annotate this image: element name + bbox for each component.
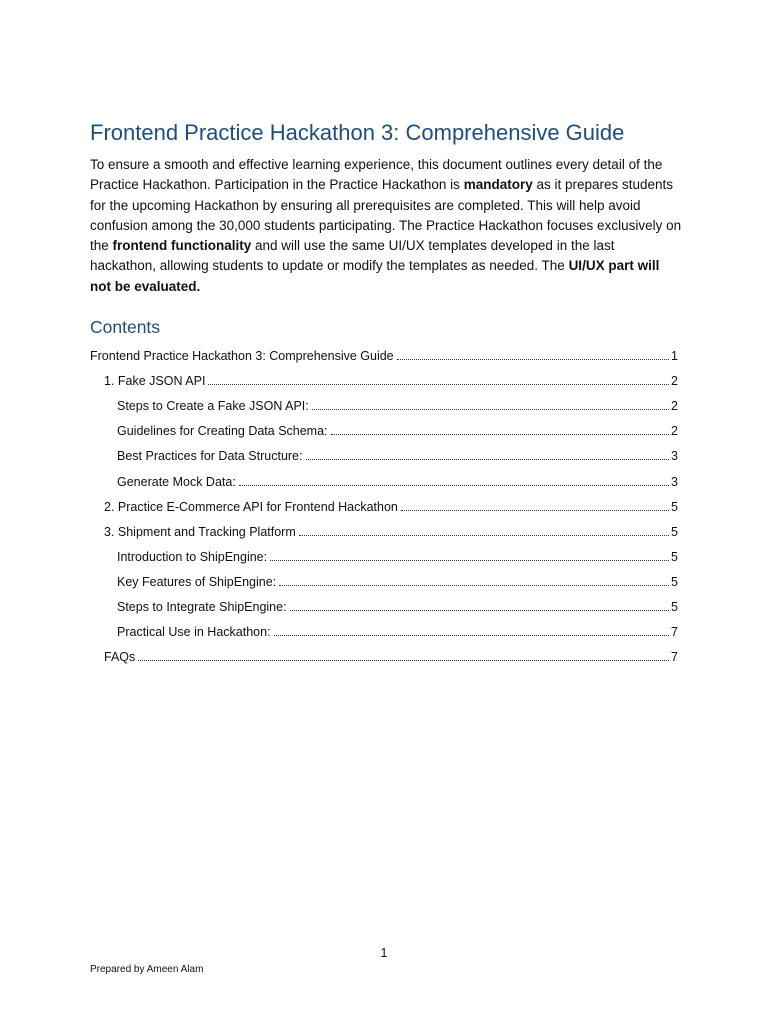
- contents-heading: Contents: [90, 317, 161, 337]
- toc-entry-best-practices[interactable]: [90, 440, 678, 465]
- toc-entry-text: 1. Fake JSON API: [104, 374, 206, 389]
- toc-entry-text: Key Features of ShipEngine:: [117, 574, 277, 589]
- toc-dot-leader: [290, 610, 669, 611]
- toc-entry-text: Steps to Create a Fake JSON API:: [117, 399, 309, 414]
- toc-entry-text: 3. Shipment and Tracking Platform: [104, 524, 296, 539]
- footer-prepared-by: Prepared by Ameen Alam: [90, 964, 204, 975]
- page-number: 1: [380, 946, 388, 960]
- toc-dot-leader: [397, 359, 669, 360]
- toc-dot-leader: [208, 384, 669, 385]
- toc-page-number: 5: [671, 499, 678, 514]
- toc-dot-leader: [312, 409, 669, 410]
- toc-entry-text: Generate Mock Data:: [117, 474, 236, 489]
- toc-page-number: 5: [671, 524, 678, 539]
- toc-page-number: 2: [671, 374, 678, 389]
- toc-entry-fake-json-api[interactable]: [90, 365, 678, 390]
- toc-page-number: 7: [671, 650, 678, 665]
- toc-dot-leader: [138, 660, 669, 661]
- toc-entry-practical-use[interactable]: [90, 616, 678, 641]
- toc-entry-text: Practical Use in Hackathon:: [117, 625, 271, 640]
- toc-entry-steps-fake-json[interactable]: [90, 390, 678, 415]
- intro-text-3: and will use the same UI/UX templates developed in the last hackathon, allowing students to update or modify the templates as needed. The: [90, 238, 615, 274]
- toc-entry-ecommerce-api[interactable]: [90, 491, 678, 516]
- toc-page-number: 5: [671, 600, 678, 615]
- toc-entry-text: FAQs: [104, 650, 136, 665]
- toc-page-number: 3: [671, 449, 678, 464]
- toc-dot-leader: [306, 459, 670, 460]
- toc-page-number: 2: [671, 424, 678, 439]
- toc-dot-leader: [270, 560, 669, 561]
- toc-dot-leader: [401, 510, 669, 511]
- toc-page-number: 5: [671, 574, 678, 589]
- toc-entry-text: Steps to Integrate ShipEngine:: [117, 600, 287, 615]
- toc-dot-leader: [331, 434, 670, 435]
- toc-page-number: 3: [671, 474, 678, 489]
- document-title: Frontend Practice Hackathon 3: Comprehensive Guide: [90, 120, 625, 145]
- toc-entry-guide[interactable]: [90, 340, 678, 365]
- toc-entry-shipment-tracking[interactable]: [90, 516, 678, 541]
- toc-entry-text: Introduction to ShipEngine:: [117, 549, 268, 564]
- intro-paragraph: [90, 155, 682, 297]
- toc-dot-leader: [274, 635, 670, 636]
- toc-entry-text: Frontend Practice Hackathon 3: Comprehensive Guide: [90, 349, 394, 364]
- toc-entry-key-features[interactable]: [90, 566, 678, 591]
- toc-page-number: 1: [671, 349, 678, 364]
- intro-bold-uiux: UI/UX part will not be evaluated.: [90, 258, 660, 294]
- toc-entry-intro-shipengine[interactable]: [90, 541, 678, 566]
- toc-entry-text: Best Practices for Data Structure:: [117, 449, 303, 464]
- toc-dot-leader: [299, 535, 669, 536]
- toc-entry-faqs[interactable]: [90, 641, 678, 666]
- table-of-contents: [90, 340, 678, 666]
- intro-text-2: as it prepares students for the upcoming Hackathon by ensuring all prerequisites are completed. This will help avoid confusion among the 30,000 students participating. The Practice Hackathon focuses exclusively on the: [90, 177, 682, 254]
- toc-page-number: 5: [671, 549, 678, 564]
- toc-entry-mock-data[interactable]: [90, 465, 678, 490]
- toc-entry-integrate-shipengine[interactable]: [90, 591, 678, 616]
- intro-text-1: To ensure a smooth and effective learning experience, this document outlines every detail of the Practice Hackathon. Participation in the Practice Hackathon is: [90, 157, 663, 193]
- intro-bold-frontend: frontend functionality: [112, 238, 252, 254]
- toc-page-number: 7: [671, 625, 678, 640]
- intro-bold-mandatory: mandatory: [463, 177, 533, 193]
- toc-page-number: 2: [671, 399, 678, 414]
- toc-entry-text: Guidelines for Creating Data Schema:: [117, 424, 328, 439]
- toc-entry-text: 2. Practice E-Commerce API for Frontend Hackathon: [104, 499, 398, 514]
- toc-dot-leader: [279, 585, 669, 586]
- toc-dot-leader: [239, 485, 669, 486]
- toc-entry-data-schema[interactable]: [90, 415, 678, 440]
